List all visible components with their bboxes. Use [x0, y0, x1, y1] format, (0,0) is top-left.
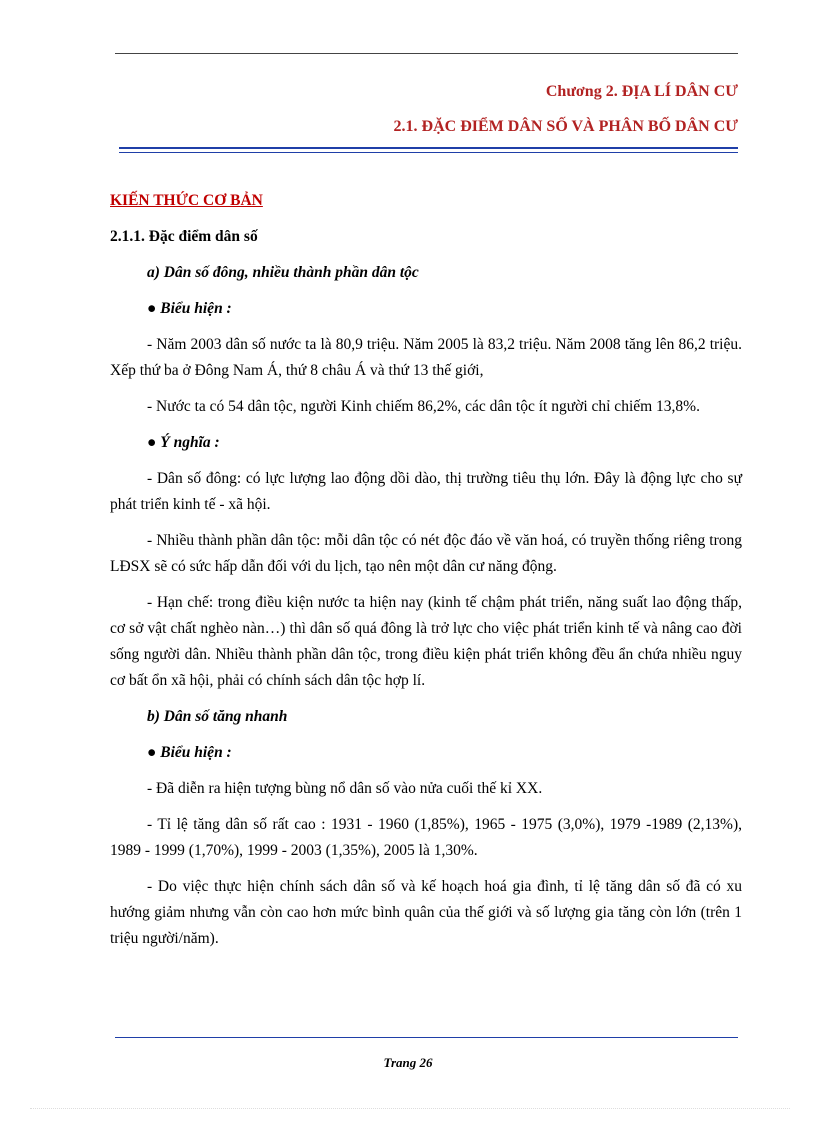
paragraph: - Do việc thực hiện chính sách dân số và kế hoạch hoá gia đình, tỉ lệ tăng dân số đã có xu hướng giảm nhưng vẫn còn cao hơn mức bình quân của thế giới và số lượng gia tăng còn lớn (trên 1 triệu người/năm).: [110, 878, 742, 947]
footer-rule: [115, 1037, 738, 1038]
part-b-heading: b) Dân số tăng nhanh: [147, 708, 288, 725]
paragraph: - Nhiều thành phần dân tộc: mỗi dân tộc có nét độc đáo về văn hoá, có truyền thống riêng trong LĐSX sẽ có sức hấp dẫn đối với du lịch, tạo nên một dân cư năng động.: [110, 532, 742, 575]
chapter-title: Chương 2. ĐỊA LÍ DÂN CƯ: [545, 83, 738, 100]
paragraph: - Đã diễn ra hiện tượng bùng nổ dân số vào nửa cuối thế kỉ XX.: [147, 780, 543, 797]
page-content: [110, 188, 742, 962]
subsection-heading: 2.1.1. Đặc điểm dân số: [110, 228, 258, 245]
page-edge-dotted-line: [30, 1108, 790, 1109]
paragraph: - Năm 2003 dân số nước ta là 80,9 triệu. Năm 2005 là 83,2 triệu. Năm 2008 tăng lên 86,2 triệu. Xếp thứ ba ở Đông Nam Á, thứ 8 châu Á và thứ 13 thế giới,: [110, 336, 742, 379]
paragraph: - Dân số đông: có lực lượng lao động dồi dào, thị trường tiêu thụ lớn. Đây là động lực cho sự phát triển kinh tế - xã hội.: [110, 470, 742, 513]
bieu-hien-heading: ● Biểu hiện :: [147, 744, 232, 761]
basic-knowledge-heading: KIẾN THỨC CƠ BẢN: [110, 192, 263, 209]
paragraph: - Hạn chế: trong điều kiện nước ta hiện nay (kinh tế chậm phát triển, năng suất lao động thấp, cơ sở vật chất nghèo nàn…) thì dân số quá đông là trở lực cho việc phát triển kinh tế và nâng cao đời sống người dân. Nhiều thành phần dân tộc, trong điều kiện phát triển không đều ẩn chứa nhiều nguy cơ bất ổn xã hội, phải có chính sách dân tộc hợp lí.: [110, 594, 742, 689]
bieu-hien-heading: ● Biểu hiện :: [147, 300, 232, 317]
header-rule: [115, 53, 738, 54]
page-number: Trang 26: [383, 1055, 433, 1070]
paragraph: - Tỉ lệ tăng dân số rất cao : 1931 - 1960 (1,85%), 1965 - 1975 (3,0%), 1979 -1989 (2,13%), 1989 - 1999 (1,70%), 1999 - 2003 (1,35%), 2005 là 1,30%.: [110, 816, 742, 859]
section-title: 2.1. ĐẶC ĐIỂM DÂN SỐ VÀ PHÂN BỐ DÂN CƯ: [393, 118, 738, 135]
y-nghia-heading: ● Ý nghĩa :: [147, 434, 220, 451]
paragraph: - Nước ta có 54 dân tộc, người Kinh chiếm 86,2%, các dân tộc ít người chỉ chiếm 13,8%.: [147, 398, 700, 415]
header-double-rule: [119, 147, 738, 153]
part-a-heading: a) Dân số đông, nhiều thành phần dân tộc: [147, 264, 419, 281]
